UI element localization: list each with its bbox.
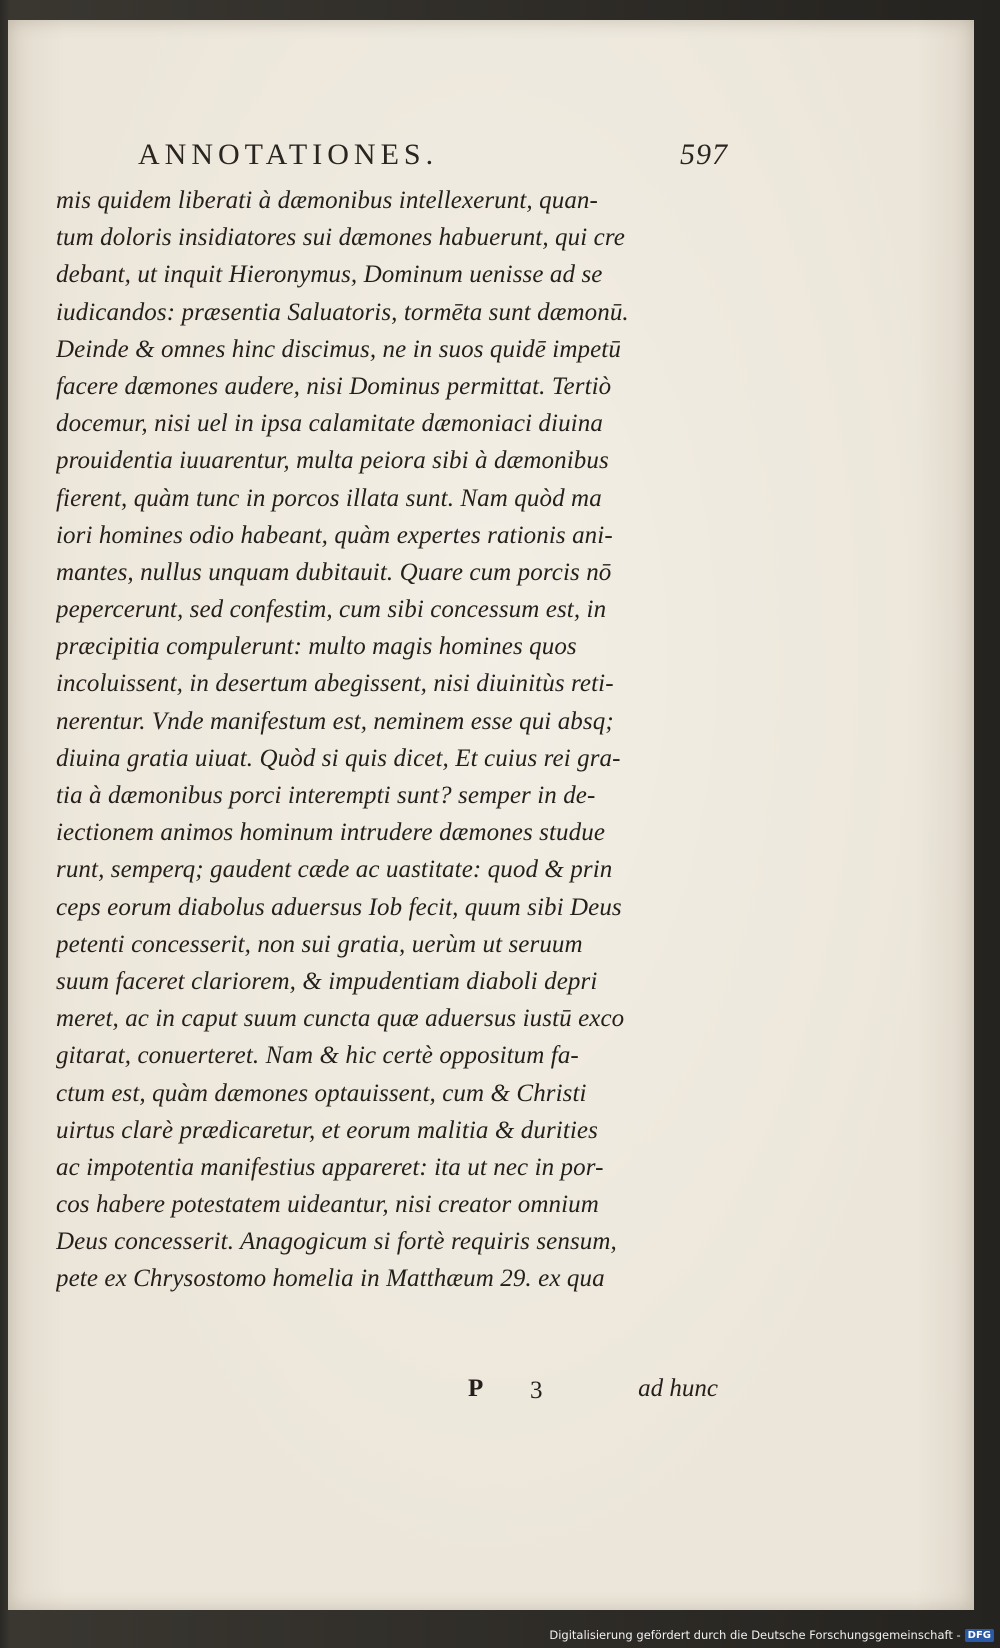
catchword-line <box>468 1375 718 1411</box>
text-line: runt, semperq; gaudent cæde ac uastitate: quod & prin <box>56 856 613 884</box>
dfg-logo-icon: DFG <box>965 1629 994 1642</box>
text-line: mis quidem liberati à dæmonibus intellexerunt, quan- <box>56 187 598 214</box>
text-line: docemur, nisi uel in ipsa calamitate dæmoniaci diuina <box>56 410 603 438</box>
signature-mark: P <box>468 1375 484 1402</box>
digitization-credit <box>549 1624 994 1646</box>
text-line: prouidentia iuuarentur, multa peiora sibi à dæmonibus <box>56 447 609 475</box>
text-line: suum faceret clariorem, & impudentiam diaboli depri <box>56 967 598 995</box>
text-line: ctum est, quàm dæmones optauissent, cum & Christi <box>56 1079 587 1107</box>
signature-number: 3 <box>530 1377 543 1404</box>
body-text <box>56 182 716 1298</box>
text-line: diuina gratia uiuat. Quòd si quis dicet, Et cuius rei gra- <box>56 744 621 772</box>
text-line: petenti concesserit, non sui gratia, uerùm ut seruum <box>56 930 583 958</box>
text-line: uirtus clarè prædicaretur, et eorum malitia & durities <box>56 1116 598 1144</box>
text-line: debant, ut inquit Hieronymus, Dominum uenisse ad se <box>56 261 603 289</box>
credit-text: Digitalisierung gefördert durch die Deutsche Forschungsgemeinschaft - <box>549 1628 961 1642</box>
text-line: cos habere potestatem uideantur, nisi creator omnium <box>56 1191 599 1219</box>
text-line: iori homines odio habeant, quàm expertes rationis ani- <box>56 521 613 549</box>
running-head-title: ANNOTATIONES. <box>138 138 439 171</box>
text-line: facere dæmones audere, nisi Dominus permittat. Tertiò <box>56 372 612 400</box>
text-line: tum doloris insidiatores sui dæmones habuerunt, qui cre <box>56 224 625 252</box>
text-line: nerentur. Vnde manifestum est, neminem esse qui absq; <box>56 707 614 735</box>
text-line: meret, ac in caput suum cuncta quæ aduersus iustū exco <box>56 1005 625 1033</box>
text-line: incoluissent, in desertum abegissent, nisi diuinitùs reti- <box>56 670 614 698</box>
book-page <box>8 20 974 1610</box>
text-line: tia à dæmonibus porci interempti sunt? semper in de- <box>56 782 596 809</box>
text-line: iudicandos: præsentia Saluatoris, tormēta sunt dæmonū. <box>56 298 629 326</box>
catchword: ad hunc <box>638 1375 718 1402</box>
text-line: Deus concesserit. Anagogicum si fortè requiris sensum, <box>56 1228 617 1256</box>
text-line: pepercerunt, sed confestim, cum sibi concessum est, in <box>56 596 607 624</box>
text-line: ceps eorum diabolus aduersus Iob fecit, quum sibi Deus <box>56 893 622 921</box>
text-line: fierent, quàm tunc in porcos illata sunt. Nam quòd ma <box>56 484 602 512</box>
text-line: mantes, nullus unquam dubitauit. Quare cum porcis nō <box>56 558 612 586</box>
text-line: ac impotentia manifestius appareret: ita ut nec in por- <box>56 1153 604 1181</box>
running-head <box>138 138 728 178</box>
text-line: gitarat, conuerteret. Nam & hic certè oppositum fa- <box>56 1042 579 1070</box>
text-line: Deinde & omnes hinc discimus, ne in suos quidē impetū <box>56 335 621 363</box>
page-number: 597 <box>680 138 728 171</box>
text-line: pete ex Chrysostomo homelia in Matthæum 29. ex qua <box>56 1265 605 1293</box>
text-line: præcipitia compulerunt: multo magis homines quos <box>56 633 577 661</box>
text-line: iectionem animos hominum intrudere dæmones studue <box>56 819 606 847</box>
